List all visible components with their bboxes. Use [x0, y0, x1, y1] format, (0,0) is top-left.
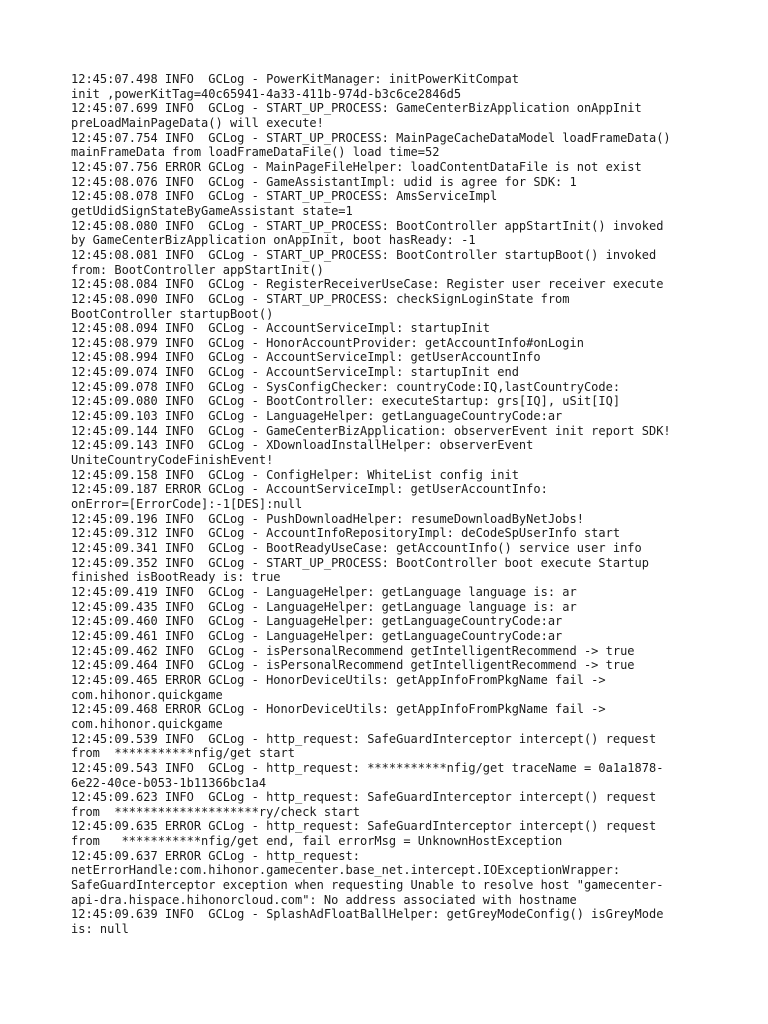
log-line: onError=[ErrorCode]:-1[DES]:null [71, 497, 303, 512]
log-line: netErrorHandle:com.hihonor.gamecenter.base_net.intercept.IOExceptionWrapper: [71, 863, 621, 878]
log-line: 12:45:08.080 INFO GCLog - START_UP_PROCESS: BootController appStartInit() invoked [71, 218, 664, 233]
log-line: 12:45:09.435 INFO GCLog - LanguageHelper: getLanguage language is: ar [71, 599, 577, 614]
log-line: 12:45:08.994 INFO GCLog - AccountServiceImpl: getUserAccountInfo [71, 350, 541, 365]
log-line: 12:45:08.979 INFO GCLog - HonorAccountProvider: getAccountInfo#onLogin [71, 335, 584, 350]
log-line: api-dra.hispace.hihonorcloud.com": No address associated with hostname [71, 892, 577, 907]
log-line: from ***********nfig/get start [71, 746, 295, 761]
log-line: init ,powerKitTag=40c65941-4a33-411b-974d-b3c6ce2846d5 [71, 86, 462, 101]
log-line: 12:45:09.187 ERROR GCLog - AccountServiceImpl: getUserAccountInfo: [71, 482, 548, 497]
log-line: finished isBootReady is: true [71, 570, 281, 585]
log-line: 12:45:09.080 INFO GCLog - BootController: executeStartup: grs[IQ], uSit[IQ] [71, 394, 621, 409]
log-line: 12:45:09.144 INFO GCLog - GameCenterBizApplication: observerEvent init report SDK! [71, 423, 671, 438]
log-line: 12:45:09.543 INFO GCLog - http_request: ***********nfig/get traceName = 0a1a1878- [71, 760, 664, 775]
log-line: 12:45:08.076 INFO GCLog - GameAssistantImpl: udid is agree for SDK: 1 [71, 174, 577, 189]
log-line: 12:45:09.460 INFO GCLog - LanguageHelper: getLanguageCountryCode:ar [71, 614, 563, 629]
log-line: 12:45:09.158 INFO GCLog - ConfigHelper: WhiteList config init [71, 467, 519, 482]
log-line: 12:45:08.094 INFO GCLog - AccountServiceImpl: startupInit [71, 321, 491, 336]
log-line: 12:45:08.090 INFO GCLog - START_UP_PROCESS: checkSignLoginState from [71, 291, 570, 306]
log-document [71, 72, 731, 937]
log-line: from: BootController appStartInit() [71, 262, 324, 277]
log-line: 12:45:09.196 INFO GCLog - PushDownloadHelper: resumeDownloadByNetJobs! [71, 511, 584, 526]
log-line: 12:45:09.639 INFO GCLog - SplashAdFloatBallHelper: getGreyModeConfig() isGreyMode [71, 907, 664, 922]
log-line: 12:45:08.078 INFO GCLog - START_UP_PROCESS: AmsServiceImpl [71, 189, 498, 204]
log-line: 12:45:07.498 INFO GCLog - PowerKitManager: initPowerKitCompat [71, 72, 519, 86]
log-line: from ********************ry/check start [71, 804, 360, 819]
log-line: 12:45:09.419 INFO GCLog - LanguageHelper: getLanguage language is: ar [71, 584, 577, 599]
log-line: from ***********nfig/get end, fail errorMsg = UnknownHostException [71, 834, 563, 849]
log-line: BootController startupBoot() [71, 306, 274, 321]
log-line: getUdidSignStateByGameAssistant state=1 [71, 203, 353, 218]
log-line: 12:45:09.462 INFO GCLog - isPersonalRecommend getIntelligentRecommend -> true [71, 643, 635, 658]
log-line: mainFrameData from loadFrameDataFile() load time=52 [71, 145, 440, 160]
log-line: 12:45:09.078 INFO GCLog - SysConfigChecker: countryCode:IQ,lastCountryCode: [71, 379, 621, 394]
log-line: 12:45:09.468 ERROR GCLog - HonorDeviceUtils: getAppInfoFromPkgName fail -> [71, 702, 606, 717]
log-line: 12:45:09.623 INFO GCLog - http_request: SafeGuardInterceptor intercept() request [71, 790, 657, 805]
log-line: 12:45:09.635 ERROR GCLog - http_request: SafeGuardInterceptor intercept() request [71, 819, 657, 834]
log-line: 12:45:09.637 ERROR GCLog - http_request: [71, 848, 360, 863]
log-line: SafeGuardInterceptor exception when requesting Unable to resolve host "gamecenter- [71, 878, 664, 893]
log-line: 12:45:09.312 INFO GCLog - AccountInfoRepositoryImpl: deCodeSpUserInfo start [71, 526, 621, 541]
log-line: by GameCenterBizApplication onAppInit, boot hasReady: -1 [71, 233, 476, 248]
log-line: 12:45:07.754 INFO GCLog - START_UP_PROCESS: MainPageCacheDataModel loadFrameData() [71, 130, 671, 145]
log-line: 12:45:09.461 INFO GCLog - LanguageHelper: getLanguageCountryCode:ar [71, 628, 563, 643]
log-line: com.hihonor.quickgame [71, 687, 223, 702]
log-line: 12:45:09.074 INFO GCLog - AccountServiceImpl: startupInit end [71, 365, 519, 380]
log-line: 12:45:09.103 INFO GCLog - LanguageHelper: getLanguageCountryCode:ar [71, 409, 563, 424]
log-line: 12:45:08.084 INFO GCLog - RegisterReceiverUseCase: Register user receiver execute [71, 277, 664, 292]
log-line: 12:45:09.539 INFO GCLog - http_request: SafeGuardInterceptor intercept() request [71, 731, 657, 746]
log-line: 12:45:09.143 INFO GCLog - XDownloadInstallHelper: observerEvent [71, 438, 534, 453]
log-line: 12:45:09.465 ERROR GCLog - HonorDeviceUtils: getAppInfoFromPkgName fail -> [71, 672, 606, 687]
log-line: 6e22-40ce-b053-1b11366bc1a4 [71, 775, 267, 790]
log-line: is: null [71, 922, 129, 937]
log-line: 12:45:08.081 INFO GCLog - START_UP_PROCESS: BootController startupBoot() invoked [71, 247, 657, 262]
log-line: 12:45:07.699 INFO GCLog - START_UP_PROCESS: GameCenterBizApplication onAppInit [71, 101, 642, 116]
log-line: com.hihonor.quickgame [71, 716, 223, 731]
log-line: 12:45:09.352 INFO GCLog - START_UP_PROCESS: BootController boot execute Startup [71, 555, 649, 570]
log-line: preLoadMainPageData() will execute! [71, 115, 324, 130]
log-line: 12:45:09.464 INFO GCLog - isPersonalRecommend getIntelligentRecommend -> true [71, 658, 635, 673]
log-line: 12:45:09.341 INFO GCLog - BootReadyUseCase: getAccountInfo() service user info [71, 541, 642, 555]
log-line: UniteCountryCodeFinishEvent! [71, 453, 274, 468]
log-line: 12:45:07.756 ERROR GCLog - MainPageFileHelper: loadContentDataFile is not exist [71, 159, 642, 174]
